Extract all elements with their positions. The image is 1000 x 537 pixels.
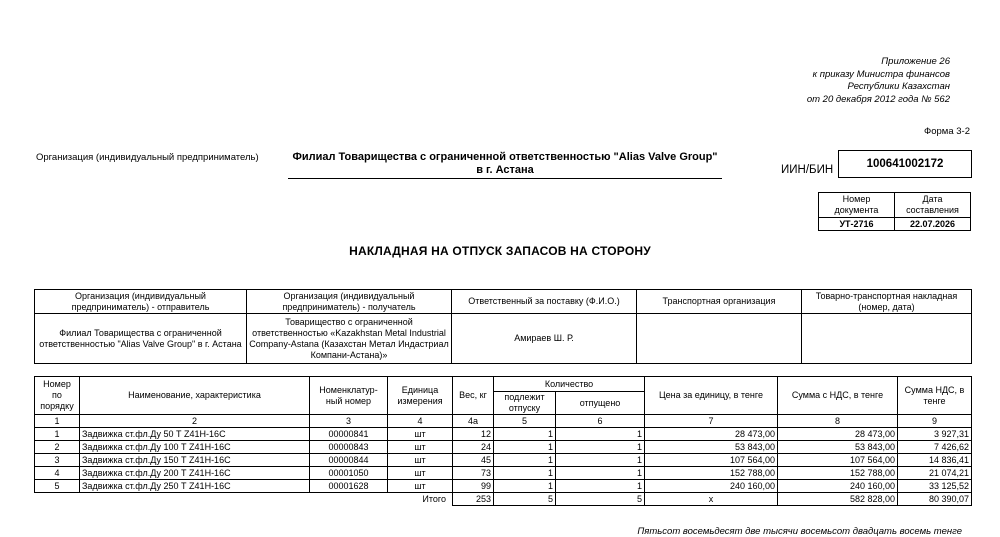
row-code: 00000843 [310,441,388,454]
appendix-line: от 20 декабря 2012 года № 562 [806,93,950,105]
form-label: Форма 3-2 [924,126,970,137]
row-to-release: 1 [494,480,556,493]
row-vat: 3 927,31 [898,428,972,441]
sender-header: Организация (индивидуальный предприниматель) - отправитель [35,290,247,314]
row-name: Задвижка ст.фл.Ду 100 Т Z41H-16C [80,441,310,454]
total-released: 5 [556,493,645,506]
row-unit: шт [388,480,453,493]
row-num: 4 [35,467,80,480]
row-to-release: 1 [494,428,556,441]
total-to-release: 5 [494,493,556,506]
row-price: 240 160,00 [645,480,778,493]
col-price-header: Цена за единицу, в тенге [645,377,778,415]
waybill-value [802,314,972,364]
row-weight: 12 [453,428,494,441]
col-number: 4 [388,415,453,428]
inn-value: 100641002172 [838,150,972,178]
total-price: х [645,493,778,506]
row-sum: 152 788,00 [778,467,898,480]
row-unit: шт [388,428,453,441]
col-number: 9 [898,415,972,428]
total-label: Итого [422,494,446,505]
col-name-header: Наименование, характеристика [80,377,310,415]
row-num: 2 [35,441,80,454]
col-released-header: отпущено [556,392,645,415]
row-name: Задвижка ст.фл.Ду 250 Т Z41H-16C [80,480,310,493]
col-code-header: Номенклатур-ный номер [310,377,388,415]
doc-number-header: Номер документа [819,193,895,218]
table-row [35,467,972,480]
row-code: 00001050 [310,467,388,480]
row-weight: 99 [453,480,494,493]
row-released: 1 [556,454,645,467]
row-unit: шт [388,441,453,454]
row-sum: 28 473,00 [778,428,898,441]
row-num: 3 [35,454,80,467]
inn-label: ИИН/БИН [781,164,834,176]
row-to-release: 1 [494,454,556,467]
row-released: 1 [556,428,645,441]
row-weight: 73 [453,467,494,480]
row-weight: 24 [453,441,494,454]
row-name: Задвижка ст.фл.Ду 50 Т Z41H-16C [80,428,310,441]
total-sum: 582 828,00 [778,493,898,506]
col-sum-header: Сумма с НДС, в тенге [778,377,898,415]
doc-date-header: Дата составления [895,193,971,218]
col-number: 6 [556,415,645,428]
row-name: Задвижка ст.фл.Ду 200 Т Z41H-16C [80,467,310,480]
row-num: 1 [35,428,80,441]
table-row [35,454,972,467]
row-to-release: 1 [494,441,556,454]
responsible-value: Амираев Ш. Р. [452,314,637,364]
appendix-line: Республики Казахстан [847,81,950,92]
col-weight-header: Вес, кг [453,377,494,415]
row-unit: шт [388,467,453,480]
goods-table [34,376,972,506]
row-price: 152 788,00 [645,467,778,480]
row-num: 5 [35,480,80,493]
responsible-header: Ответственный за поставку (Ф.И.О.) [452,290,637,314]
table-row [35,480,972,493]
col-number: 8 [778,415,898,428]
appendix-line: Приложение 26 [881,56,950,67]
row-code: 00000841 [310,428,388,441]
row-vat: 14 836,41 [898,454,972,467]
row-unit: шт [388,454,453,467]
organization-label: Организация (индивидуальный предприниматель) [36,152,259,163]
row-vat: 21 074,21 [898,467,972,480]
col-unit-header: Единица измерения [388,377,453,415]
document-number-table [818,192,971,231]
appendix-line: к приказу Министра финансов [812,68,950,80]
transport-header: Транспортная организация [637,290,802,314]
row-released: 1 [556,441,645,454]
sender-value: Филиал Товарищества с ограниченной ответственностью "Alias Valve Group" в г. Астана [35,314,247,364]
row-sum: 53 843,00 [778,441,898,454]
appendix-note [807,56,950,106]
col-vat-header: Сумма НДС, в тенге [898,377,972,415]
col-number: 5 [494,415,556,428]
table-row [35,441,972,454]
organization-name: Филиал Товарищества с ограниченной ответственностью "Alias Valve Group" в г. Астана [288,151,722,179]
col-number: 2 [80,415,310,428]
col-number: 1 [35,415,80,428]
row-released: 1 [556,480,645,493]
row-code: 00001628 [310,480,388,493]
total-weight: 253 [453,493,494,506]
row-vat: 33 125,52 [898,480,972,493]
row-to-release: 1 [494,467,556,480]
row-sum: 107 564,00 [778,454,898,467]
row-weight: 45 [453,454,494,467]
document-title: НАКЛАДНАЯ НА ОТПУСК ЗАПАСОВ НА СТОРОНУ [349,244,651,258]
row-code: 00000844 [310,454,388,467]
col-to-release-header: подлежит отпуску [494,392,556,415]
table-row [35,428,972,441]
transport-value [637,314,802,364]
row-name: Задвижка ст.фл.Ду 150 Т Z41H-16C [80,454,310,467]
row-price: 107 564,00 [645,454,778,467]
row-price: 53 843,00 [645,441,778,454]
receiver-value: Товарищество с ограниченной ответственностью «Kazakhstan Metal Industrial Company-Astana (Казахстан Метал Индастриал Компани-Астана)» [247,314,452,364]
doc-number: УТ-2716 [819,218,895,231]
col-quantity-header: Количество [494,377,645,392]
col-number: 3 [310,415,388,428]
receiver-header: Организация (индивидуальный предприниматель) - получатель [247,290,452,314]
row-released: 1 [556,467,645,480]
parties-table [34,289,972,364]
total-row [35,493,972,506]
doc-date: 22.07.2026 [895,218,971,231]
waybill-header: Товарно-транспортная накладная (номер, дата) [802,290,972,314]
total-vat: 80 390,07 [898,493,972,506]
row-price: 28 473,00 [645,428,778,441]
amount-in-words: Пятьсот восемьдесят две тысячи восемьсот двадцать восемь тенге [637,526,962,537]
col-num-header: Номер по порядку [35,377,80,415]
col-number: 4a [453,415,494,428]
col-number: 7 [645,415,778,428]
row-sum: 240 160,00 [778,480,898,493]
row-vat: 7 426,62 [898,441,972,454]
